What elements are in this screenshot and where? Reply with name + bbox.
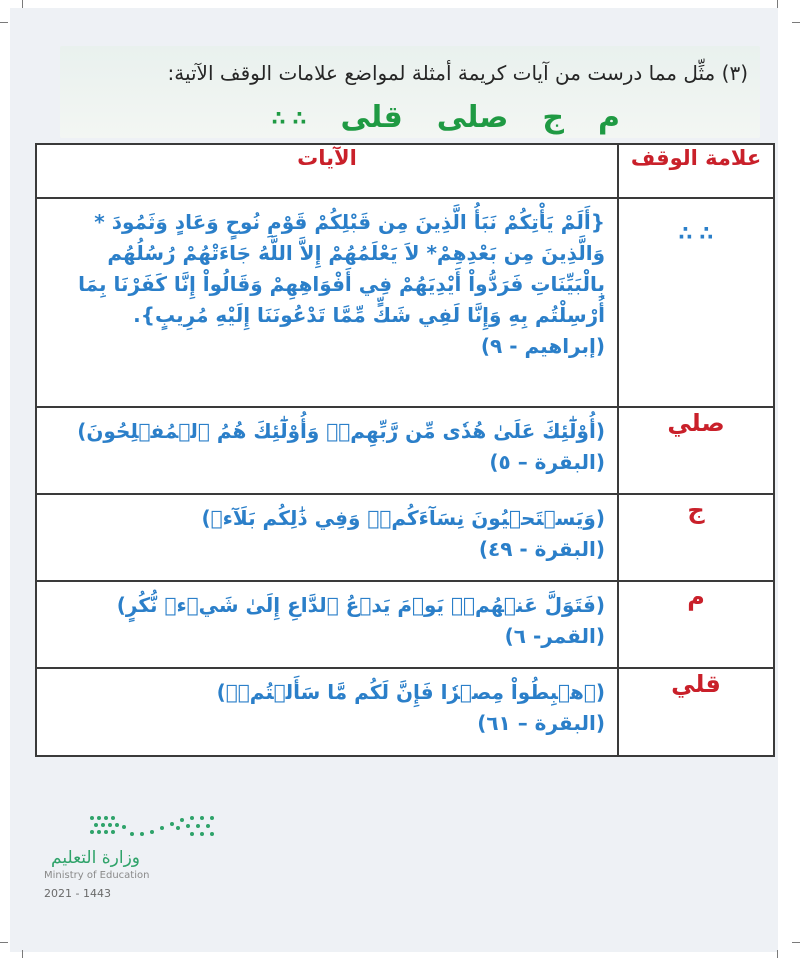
- logo-dots-icon: [90, 810, 220, 846]
- mark-cell: قلي: [618, 668, 774, 756]
- stop-mark: قلى: [340, 100, 403, 135]
- header-mark: علامة الوقف: [618, 144, 774, 198]
- stop-mark: ∴ ∴: [271, 105, 307, 130]
- mark-cell: ج: [618, 494, 774, 581]
- verse-reference: (البقرة – ٦١): [477, 711, 605, 735]
- stop-mark: صلى: [436, 100, 509, 135]
- header-verses: الآيات: [36, 144, 618, 198]
- crop-mark: [0, 942, 8, 943]
- verse-cell: [36, 494, 618, 581]
- table-row: [36, 581, 774, 668]
- stop-marks-row: [272, 100, 620, 135]
- verse-cell: [36, 198, 618, 407]
- verse-text: {أَلَمْ يَأْتِكُمْ نَبَأُ الَّذِينَ مِن قَبْلِكُمْ قَوْمِ نُوحٍ وَعَادٍ وَثَمُودَ * وَالَّذِينَ مِن بَعْدِهِمْ* لاَ يَعْلَمُهُمْ إِلاَّ اللَّهُ جَاءَتْهُمْ رُسُلُهُم بِالْبَيِّنَاتِ فَرَدُّواْ أَيْدِيَهُمْ فِي أَفْوَاهِهِمْ وَقَالُواْ إِنَّا كَفَرْنَا بِمَا أُرْسِلْتُم بِهِ وَإِنَّا لَفِي شَكٍّ مِّمَّا تَدْعُونَنَا إِلَيْهِ مُرِيبٍ}.: [78, 210, 605, 327]
- verse-cell: [36, 668, 618, 756]
- verse-reference: (البقرة - ٤٩): [478, 537, 605, 561]
- crop-mark: [792, 942, 800, 943]
- edition-year: 2021 - 1443: [44, 887, 111, 900]
- crop-mark: [0, 22, 8, 23]
- verse-reference: (القمر- ٦): [504, 624, 605, 648]
- question-heading: (٣) مثِّل مما درست من آيات كريمة أمثلة لمواضع علامات الوقف الآتية:: [167, 61, 748, 85]
- stop-mark: م: [598, 100, 620, 135]
- stop-mark: ج: [542, 100, 564, 135]
- crop-mark: [777, 950, 778, 958]
- verse-text: (ٱهۡبِطُواْ مِصۡرٗا فَإِنَّ لَكُم مَّا سَأَلۡتُمۡۗ): [216, 680, 605, 704]
- ministry-logo: [40, 810, 190, 920]
- crop-mark: [792, 22, 800, 23]
- stop-marks-table: [35, 143, 775, 757]
- verse-text: (وَيَسۡتَحۡيُونَ نِسَآءَكُمۡۚ وَفِي ذَٰلِكُم بَلَآءٞ): [201, 506, 605, 530]
- crop-mark: [777, 0, 778, 8]
- verse-cell: [36, 581, 618, 668]
- ministry-name-en: Ministry of Education: [44, 870, 150, 881]
- verse-reference: (إبراهيم - ٩): [480, 334, 605, 358]
- table-header-row: [36, 144, 774, 198]
- verse-reference: (البقرة – ٥): [489, 450, 605, 474]
- table-row: [36, 198, 774, 407]
- verse-cell: [36, 407, 618, 494]
- verse-text: (أُوْلَٰٓئِكَ عَلَىٰ هُدٗى مِّن رَّبِّهِمۡۖ وَأُوْلَٰٓئِكَ هُمُ ٱلۡمُفۡلِحُونَ): [77, 419, 605, 443]
- crop-mark: [22, 950, 23, 958]
- table-row: [36, 494, 774, 581]
- crop-mark: [22, 0, 23, 8]
- mark-cell: م: [618, 581, 774, 668]
- table-row: [36, 407, 774, 494]
- mark-cell: صلي: [618, 407, 774, 494]
- mark-cell: ∴ ∴: [618, 198, 774, 407]
- ministry-name-ar: وزارة التعليم: [51, 848, 140, 868]
- verse-text: (فَتَوَلَّ عَنۡهُمۡۘ يَوۡمَ يَدۡعُ ٱلدَّاعِ إِلَىٰ شَيۡءٖ نُّكُرٍ): [116, 593, 605, 617]
- table-row: [36, 668, 774, 756]
